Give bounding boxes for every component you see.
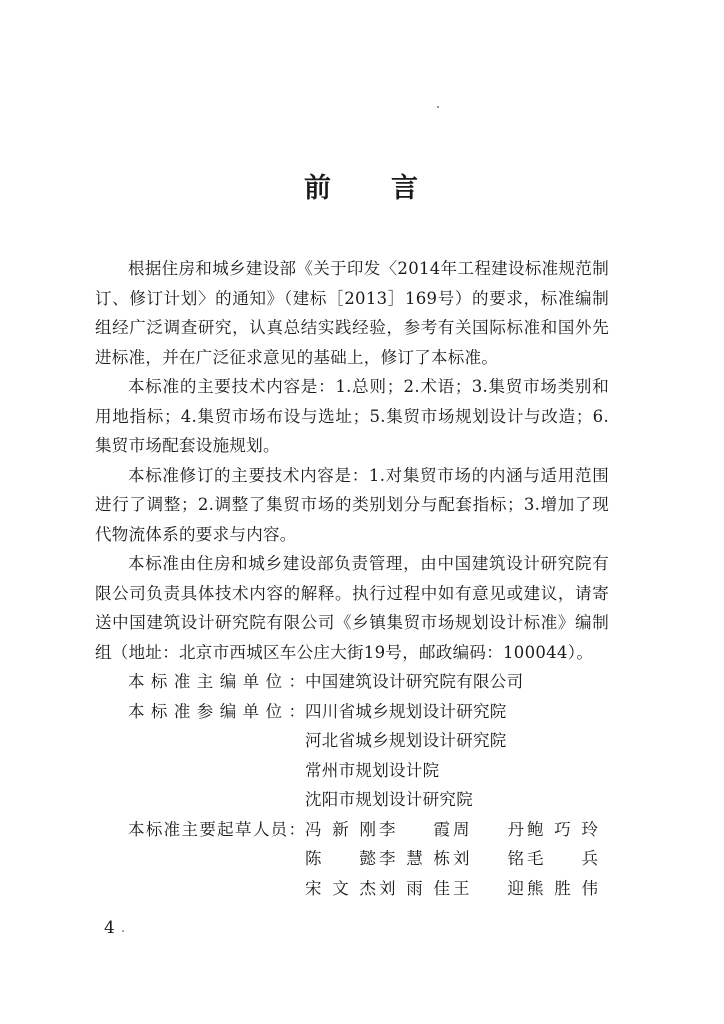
preface-body — [95, 254, 609, 903]
page-title-char-2: 言 — [391, 173, 420, 204]
drafter-name: 王迎 — [453, 878, 524, 898]
drafters-row — [95, 874, 609, 904]
credits-block — [95, 667, 609, 903]
participant-unit-row — [95, 756, 609, 786]
paragraph-1: 根据住房和城乡建设部《关于印发〈2014年工程建设标准规范制订、修订计划〉的通知》（建标［2013］169号）的要求，标准编制组经广泛调查研究，认真总结实践经验，参考有关国际标准和国外先进标准，并在广泛征求意见的基础上，修订了本标准。 — [95, 259, 609, 367]
drafter-name: 熊胜伟 — [527, 878, 598, 898]
label-spacer — [95, 726, 305, 756]
participant-unit-value: 河北省城乡规划设计研究院 — [305, 731, 507, 750]
drafters-row — [95, 844, 609, 874]
drafters-row — [95, 815, 609, 845]
label-spacer — [95, 874, 305, 904]
participant-unit-row — [95, 785, 609, 815]
drafter-name: 宋文杰 — [305, 878, 376, 898]
drafter-name: 冯新刚 — [305, 819, 376, 839]
drafter-name: 毛兵 — [527, 849, 598, 868]
label-spacer — [95, 844, 305, 874]
drafter-name: 李霞 — [379, 819, 450, 839]
chief-unit-label: 本标准主编单位： — [128, 672, 305, 691]
page-number: 4 — [104, 918, 115, 938]
scan-speck — [437, 106, 439, 108]
page-title-char-1: 前 — [304, 173, 333, 204]
participant-unit-value: 四川省城乡规划设计研究院 — [305, 701, 507, 721]
chief-unit-row — [95, 667, 609, 697]
label-spacer — [95, 785, 305, 815]
label-spacer — [95, 756, 305, 786]
drafter-name: 李慧栋 — [379, 849, 450, 868]
drafter-names — [305, 874, 609, 904]
scan-speck — [122, 930, 124, 932]
paragraph-3: 本标准修订的主要技术内容是：1.对集贸市场的内涵与适用范围进行了调整；2.调整了集贸市场的类别划分与配套指标；3.增加了现代物流体系的要求与内容。 — [95, 465, 609, 544]
page-title — [0, 166, 724, 205]
paragraph-2: 本标准的主要技术内容是：1.总则；2.术语；3.集贸市场类别和用地指标；4.集贸市场布设与选址；5.集贸市场规划设计与改造；6.集贸市场配套设施规划。 — [95, 377, 609, 455]
participant-unit-label: 本标准参编单位： — [128, 701, 305, 721]
participant-unit-row — [95, 726, 609, 756]
drafter-name: 刘雨佳 — [379, 878, 450, 898]
participant-unit-row — [95, 697, 609, 727]
drafter-name: 周丹 — [453, 819, 524, 839]
drafter-name: 刘铭 — [453, 849, 524, 868]
participant-unit-value: 沈阳市规划设计研究院 — [305, 790, 473, 809]
drafters-label: 本标准主要起草人员： — [128, 819, 305, 839]
drafter-names — [305, 815, 609, 845]
participant-unit-value: 常州市规划设计院 — [305, 760, 440, 780]
drafter-name: 鲍巧玲 — [527, 819, 598, 839]
drafter-name: 陈懿 — [305, 849, 376, 868]
drafter-names — [305, 844, 609, 874]
chief-unit-value: 中国建筑设计研究院有限公司 — [305, 672, 524, 691]
paragraph-4: 本标准由住房和城乡建设部负责管理，由中国建筑设计研究院有限公司负责具体技术内容的解释。执行过程中如有意见或建议，请寄送中国建筑设计研究院有限公司《乡镇集贸市场规划设计标准》编制组（地址：北京市西城区车公庄大街19号，邮政编码：100044）。 — [95, 554, 609, 662]
